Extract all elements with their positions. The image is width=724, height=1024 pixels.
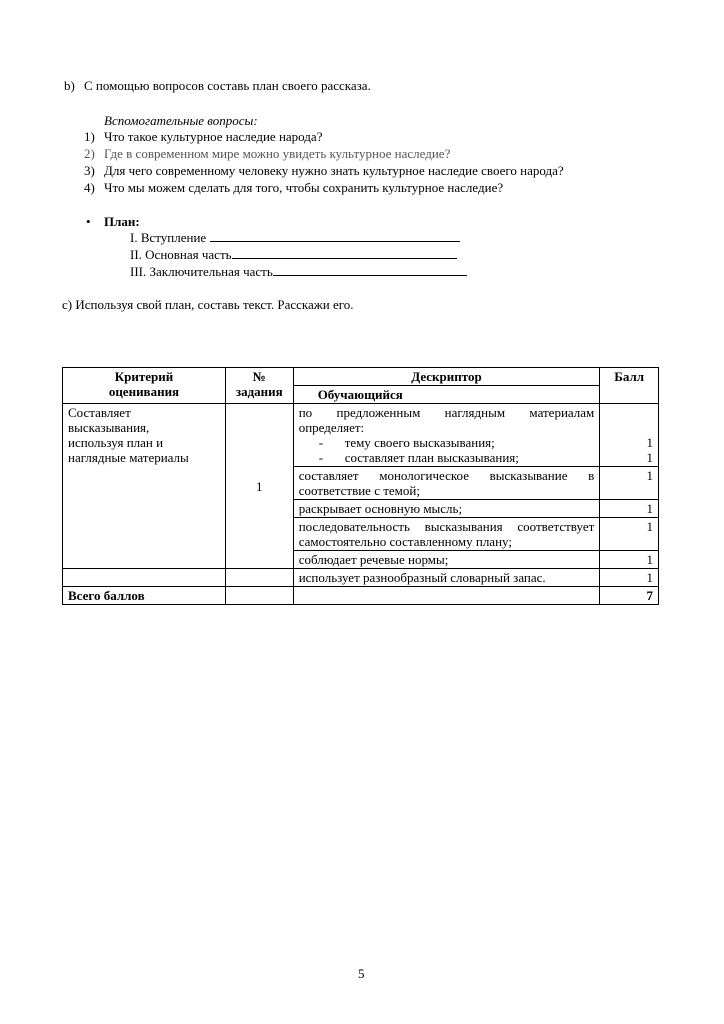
section-b-text: С помощью вопросов составь план своего рассказа.: [84, 78, 371, 93]
plan-item-label: II. Основная часть: [130, 247, 232, 262]
task-number-cell-empty: [225, 569, 293, 587]
descriptor-subitem-text: тему своего высказывания;: [344, 435, 495, 450]
descriptor-text: по предложенным наглядным материалам определяет:: [298, 405, 595, 435]
plan-bullet: •: [86, 214, 91, 229]
plan-fill-line[interactable]: [273, 264, 467, 276]
plan-item-label: I. Вступление: [130, 230, 207, 245]
total-empty-cell: [225, 587, 293, 605]
criterion-line: Составляет: [68, 405, 131, 420]
criterion-line: высказывания,: [68, 420, 150, 435]
descriptor-cell: раскрывает основную мысль;: [293, 500, 600, 518]
criterion-header: [63, 368, 226, 404]
score-cell: 1: [600, 467, 659, 500]
question-number: 4): [84, 180, 95, 195]
descriptor-cell: использует разнообразный словарный запас.: [293, 569, 600, 587]
descriptor-cell: [293, 404, 600, 467]
score-value: 1: [646, 435, 653, 450]
descriptor-subitem: [299, 450, 595, 465]
table-row: [63, 404, 659, 467]
question-number: 1): [84, 129, 95, 144]
criterion-header-line: Критерий: [114, 369, 174, 384]
score-cell: [600, 404, 659, 467]
table-row: [63, 569, 659, 587]
page-number: 5: [358, 966, 365, 981]
dash-marker: -: [318, 435, 324, 450]
plan-fill-line[interactable]: [210, 230, 460, 242]
criterion-header-line: оценивания: [108, 384, 180, 399]
criterion-line: наглядные материалы: [68, 450, 189, 465]
table-total-row: [63, 587, 659, 605]
total-empty-cell: [293, 587, 600, 605]
score-value: 1: [646, 450, 653, 465]
question-text: Где в современном мире можно увидеть культурное наследие?: [104, 146, 451, 161]
plan-item-conclusion: [130, 264, 467, 280]
criterion-line-text: используя план и: [68, 435, 164, 450]
plan-item-main: [130, 247, 457, 263]
task-header-line: задания: [235, 384, 283, 399]
descriptor-subitem-text: составляет план высказывания;: [344, 450, 519, 465]
question-number: 3): [84, 163, 95, 178]
score-cell: 1: [600, 500, 659, 518]
criterion-line: [68, 435, 220, 450]
section-c-text: c) Используя свой план, составь текст. Расскажи его.: [62, 297, 354, 312]
task-number-header: [225, 368, 293, 404]
dash-marker: -: [318, 450, 324, 465]
question-text: Что такое культурное наследие народа?: [104, 129, 323, 144]
table-header-row: [63, 368, 659, 386]
total-score: 7: [600, 587, 659, 605]
plan-title: План:: [104, 214, 140, 229]
plan-fill-line[interactable]: [232, 247, 457, 259]
score-cell: 1: [600, 569, 659, 587]
descriptor-header: Дескриптор: [293, 368, 600, 386]
questions-heading: Вспомогательные вопросы:: [104, 113, 258, 128]
question-number: 2): [84, 146, 95, 161]
descriptor-subitem: [299, 435, 595, 450]
score-value: [605, 405, 653, 420]
score-cell: 1: [600, 551, 659, 569]
question-text: Что мы можем сделать для того, чтобы сохранить культурное наследие?: [104, 180, 504, 195]
descriptor-cell: последовательность высказывания соответствует самостоятельно составленному плану;: [293, 518, 600, 551]
score-cell: 1: [600, 518, 659, 551]
task-number-cell: 1: [225, 404, 293, 569]
question-text: Для чего современному человеку нужно знать культурное наследие своего народа?: [104, 163, 564, 178]
score-value: [605, 420, 653, 435]
task-header-line: №: [252, 369, 266, 384]
assessment-table: [62, 367, 659, 605]
criterion-cell: [63, 404, 226, 569]
section-b-label: b): [64, 78, 75, 93]
descriptor-subheader: Обучающийся: [293, 386, 600, 404]
descriptor-cell: соблюдает речевые нормы;: [293, 551, 600, 569]
score-header: Балл: [600, 368, 659, 404]
criterion-cell-empty: [63, 569, 226, 587]
plan-item-label: III. Заключительная часть: [130, 264, 273, 279]
total-label: Всего баллов: [63, 587, 226, 605]
descriptor-cell: составляет монологическое высказывание в соответствие с темой;: [293, 467, 600, 500]
plan-item-intro: [130, 230, 460, 246]
